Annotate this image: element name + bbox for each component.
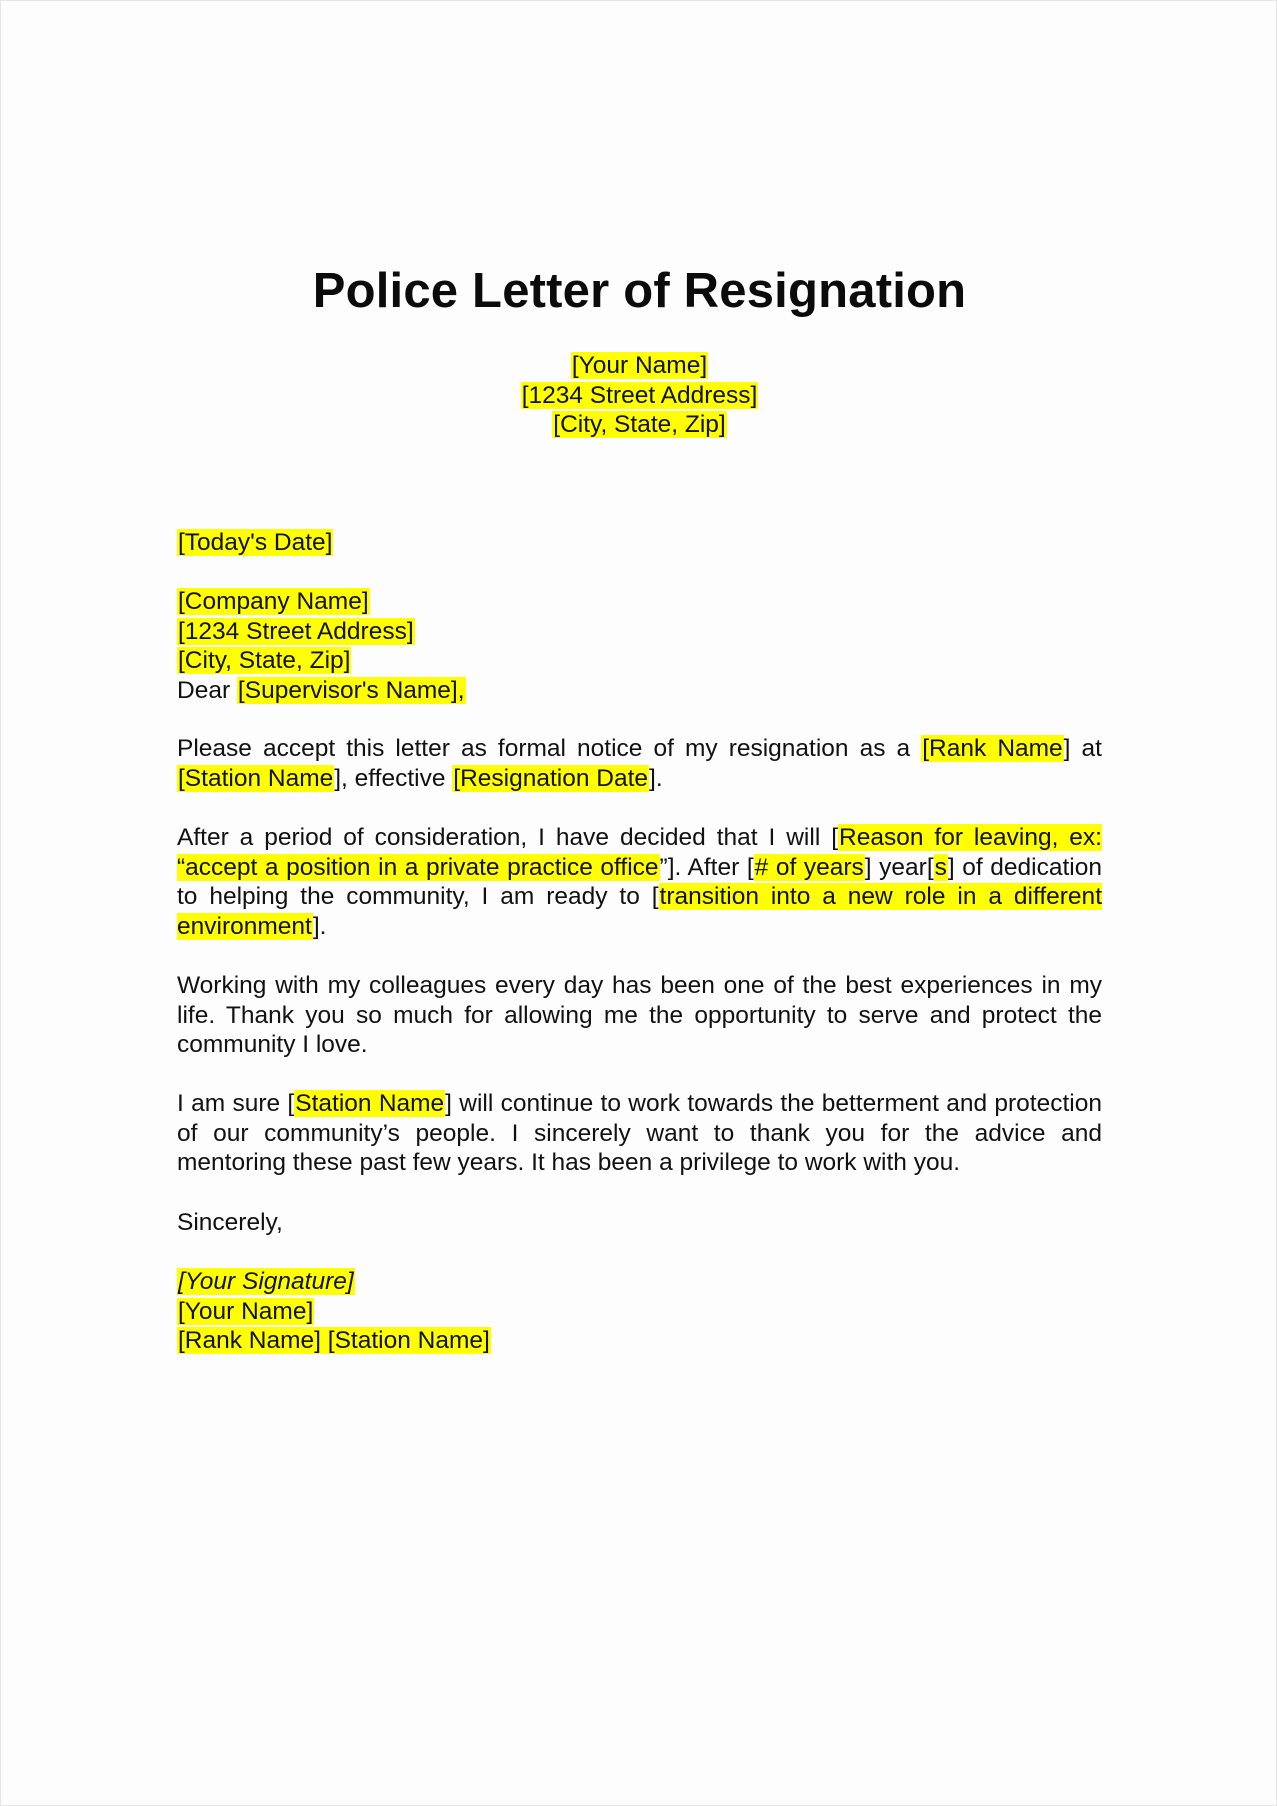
para2-text-2: ”]. After [ (659, 853, 754, 881)
date-block (177, 528, 1102, 558)
signature-rank-station: [Rank Name] [Station Name] (178, 1327, 490, 1354)
paragraph-notice (177, 734, 1102, 793)
para2-text-1: After a period of consideration, I have decided that I will [ (177, 824, 839, 851)
para2-transition: transition into a new role in a different environment (177, 883, 1102, 940)
para1-text-1: Please accept this letter as formal notice of my resignation as a (177, 735, 922, 762)
signature-line: [Your Signature] (178, 1268, 354, 1295)
para3-text: Working with my colleagues every day has been one of the best experiences in my life. Thank you so much for allowing me the opportunity to serve and protect the community I love. (177, 972, 1102, 1058)
todays-date: [Today's Date] (178, 529, 333, 556)
sender-city: [City, State, Zip] (553, 411, 726, 438)
para1-station: [Station Name (178, 764, 334, 792)
recipient-company: [Company Name] (178, 588, 369, 615)
sender-address-block (1, 351, 1277, 440)
para1-effective-date: [Resignation Date (453, 764, 649, 792)
signature-name: [Your Name] (178, 1297, 314, 1325)
paragraph-colleagues (177, 971, 1102, 1060)
recipient-street: [1234 Street Address] (178, 617, 414, 645)
para1-rank: [Rank Name (922, 735, 1063, 762)
para4-text-2: ] will continue to work towards the betterment and protection of our community’s people. I sincerely want to thank you for the advice and mentoring these past few years. It has been a privilege to work with you. (177, 1090, 1102, 1176)
para4-station: Station Name (295, 1090, 445, 1117)
closing: Sincerely, (177, 1209, 283, 1236)
paragraph-gratitude (177, 1089, 1102, 1178)
para4-text-1: I am sure [ (177, 1090, 295, 1117)
para2-reason: Reason for leaving, ex: “accept a position in a private practice office (177, 824, 1102, 881)
page-title: Police Letter of Resignation (312, 264, 967, 318)
para1-text-2: ] at (1063, 735, 1102, 762)
para2-text-5: ]. (312, 912, 327, 940)
recipient-city: [City, State, Zip] (178, 647, 351, 674)
sender-name: [Your Name] (571, 352, 708, 379)
para2-years: # of years (754, 853, 864, 881)
salutation (177, 676, 1102, 706)
paragraph-reason (177, 823, 1102, 941)
recipient-block (177, 587, 1102, 705)
signature-block (177, 1267, 1102, 1356)
sender-street: [1234 Street Address] (521, 381, 758, 409)
salutation-prefix: Dear (177, 676, 237, 704)
para1-text-4: ]. (649, 764, 663, 792)
para1-text-3: ], effective (334, 764, 453, 792)
salutation-name: [Supervisor's Name], (237, 676, 465, 704)
para2-text-3: ] year[ (864, 853, 934, 881)
para2-plural-s: s (934, 853, 947, 881)
para2-text-4: ] of dedication to helping the community, I am ready to [ (177, 853, 1102, 910)
